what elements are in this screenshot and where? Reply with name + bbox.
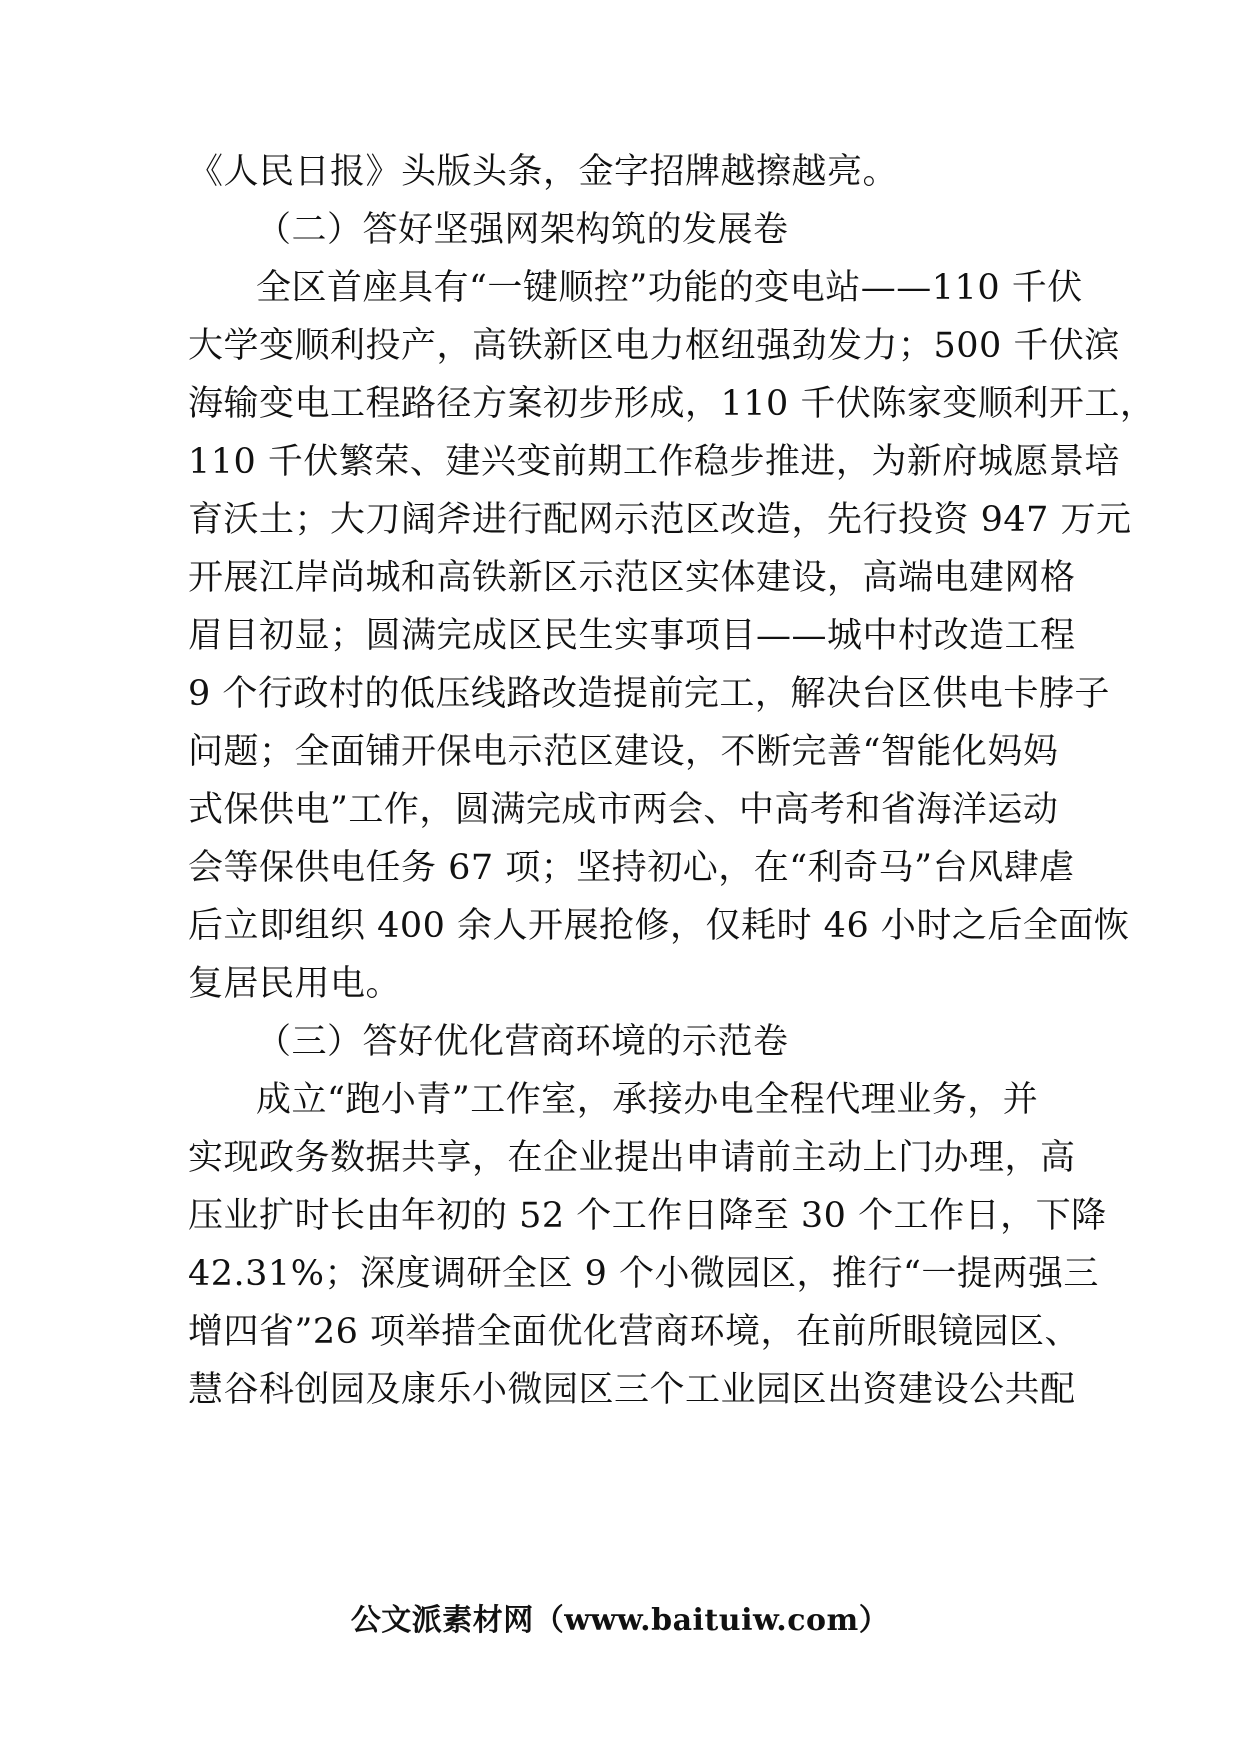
paragraph-line: 会等保供电任务 67 项；坚持初心，在“利奇马”台风肆虐 [188,848,1075,888]
paragraph-line: 慧谷科创园及康乐小微园区三个工业园区出资建设公共配 [188,1370,1076,1410]
paragraph-line: 海输变电工程路径方案初步形成，110 千伏陈家变顺利开工， [188,384,1156,424]
paragraph-line: 眉目初显；圆满完成区民生实事项目——城中村改造工程 [188,616,1076,656]
paragraph-line: 问题；全面铺开保电示范区建设，不断完善“智能化妈妈 [188,732,1059,772]
paragraph-line: 全区首座具有“一键顺控”功能的变电站——110 千伏 [256,268,1083,308]
paragraph-line: 110 千伏繁荣、建兴变前期工作稳步推进，为新府城愿景培 [188,442,1120,482]
paragraph-line: 实现政务数据共享，在企业提出申请前主动上门办理，高 [188,1138,1076,1178]
paragraph-line: 《人民日报》头版头条，金字招牌越擦越亮。 [188,152,899,192]
paragraph-line: 育沃土；大刀阔斧进行配网示范区改造，先行投资 947 万元 [188,500,1132,540]
paragraph-line: 后立即组织 400 余人开展抢修，仅耗时 46 小时之后全面恢 [188,906,1130,946]
paragraph-line: 9 个行政村的低压线路改造提前完工，解决台区供电卡脖子 [188,674,1110,714]
paragraph-line: 成立“跑小青”工作室，承接办电全程代理业务，并 [256,1080,1039,1120]
paragraph-line: 42.31%；深度调研全区 9 个小微园区，推行“一提两强三 [188,1254,1099,1294]
paragraph-line: 式保供电”工作，圆满完成市两会、中高考和省海洋运动 [188,790,1059,830]
section-heading: （三）答好优化营商环境的示范卷 [256,1022,789,1062]
paragraph-line: 复居民用电。 [188,964,402,1004]
paragraph-line: 增四省”26 项举措全面优化营商环境，在前所眼镜园区、 [188,1312,1081,1352]
section-heading: （二）答好坚强网架构筑的发展卷 [256,210,789,250]
paragraph-line: 压业扩时长由年初的 52 个工作日降至 30 个工作日，下降 [188,1196,1107,1236]
paragraph-line: 大学变顺利投产，高铁新区电力枢纽强劲发力；500 千伏滨 [188,326,1120,366]
paragraph-line: 开展江岸尚城和高铁新区示范区实体建设，高端电建网格 [188,558,1076,598]
footer-watermark: 公文派素材网（www.baituiw.com） [350,1603,890,1638]
